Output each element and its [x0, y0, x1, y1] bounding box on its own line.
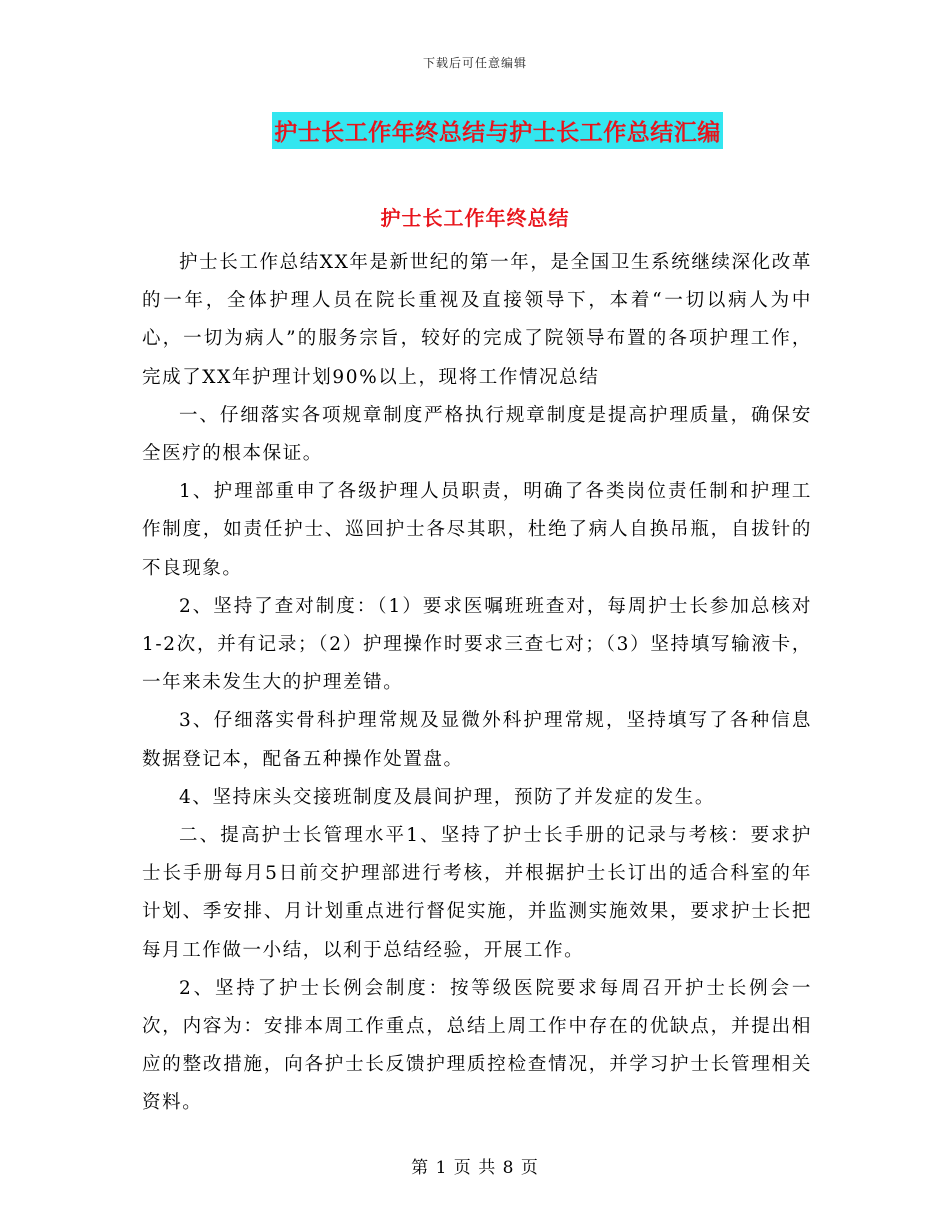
paragraph-item-1: 1、护理部重申了各级护理人员职责，明确了各类岗位责任制和护理工作制度，如责任护士、巡回护士各尽其职，杜绝了病人自换吊瓶，自拔针的不良现象。: [142, 481, 812, 579]
document-body: [142, 244, 812, 1123]
page-header-note: 下载后可任意编辑: [422, 56, 527, 70]
section-title: 护士长工作年终总结: [380, 206, 570, 230]
paragraph-item-2: 2、坚持了查对制度：（1）要求医嘱班班查对，每周护士长参加总核对1-2次，并有记录；（2）护理操作时要求三查七对；（3）坚持填写输液卡，一年来未发生大的护理差错。: [142, 595, 812, 694]
paragraph-item-3: 3、仔细落实骨科护理常规及显微外科护理常规，坚持填写了各种信息数据登记本，配备五种操作处置盘。: [142, 710, 812, 770]
paragraph-section-1-heading: 一、仔细落实各项规章制度严格执行规章制度是提高护理质量，确保安全医疗的根本保证。: [142, 404, 812, 465]
paragraph-section-2: 二、提高护士长管理水平1、坚持了护士长手册的记录与考核：要求护士长手册每月5日前交护理部进行考核，并根据护士长订出的适合科室的年计划、季安排、月计划重点进行督促实施，并监测实施效果，要求护士长把每月工作做一小结，以利于总结经验，开展工作。: [142, 825, 812, 961]
paragraph-item-4: 4、坚持床头交接班制度及晨间护理，预防了并发症的发生。: [179, 786, 715, 808]
document-title: 护士长工作年终总结与护士长工作总结汇编: [272, 112, 723, 149]
page-footer: 第 1 页 共 8 页: [411, 1158, 539, 1178]
paragraph-section-2-item-2: 2、坚持了护士长例会制度：按等级医院要求每周召开护士长例会一次，内容为：安排本周工作重点，总结上周工作中存在的优缺点，并提出相应的整改措施，向各护士长反馈护理质控检查情况，并学习护士长管理相关资料。: [142, 977, 812, 1114]
paragraph-intro: 护士长工作总结XX年是新世纪的第一年，是全国卫生系统继续深化改革的一年，全体护理人员在院长重视及直接领导下，本着“一切以病人为中心，一切为病人”的服务宗旨，较好的完成了院领导布置的各项护理工作，完成了XX年护理计划90%以上，现将工作情况总结: [142, 252, 812, 388]
document-title-wrapper: [0, 112, 950, 149]
